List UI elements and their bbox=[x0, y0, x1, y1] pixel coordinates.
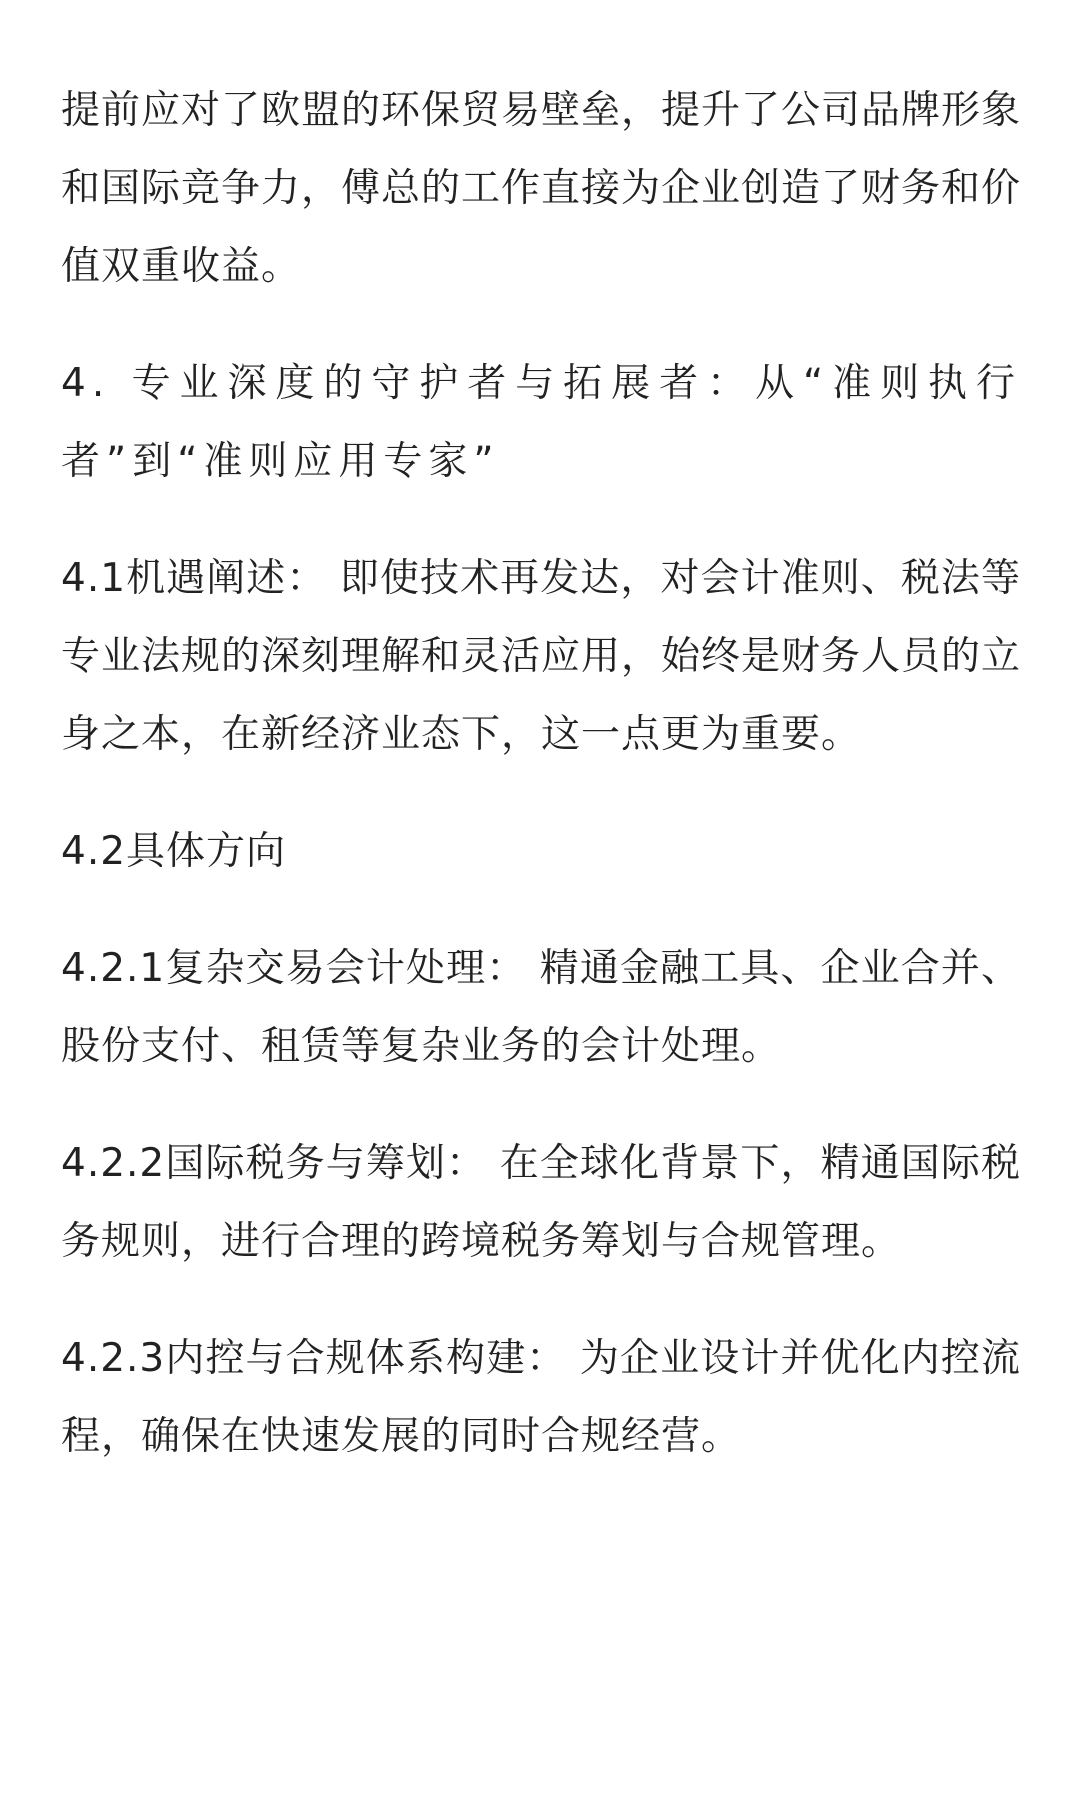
paragraph-4-2-1: 4.2.1复杂交易会计处理： 精通金融工具、企业合并、股份支付、租赁等复杂业务的会计处理。 bbox=[61, 946, 1021, 1069]
paragraph-4-2-3: 4.2.3内控与合规体系构建： 为企业设计并优化内控流程，确保在快速发展的同时合规经营。 bbox=[61, 1336, 1021, 1459]
article-body bbox=[61, 72, 1021, 1515]
paragraph-4-2-2: 4.2.2国际税务与筹划： 在全球化背景下，精通国际税务规则，进行合理的跨境税务筹划与合规管理。 bbox=[61, 1141, 1021, 1264]
paragraph-eu-barrier: 提前应对了欧盟的环保贸易壁垒，提升了公司品牌形象和国际竞争力，傅总的工作直接为企业创造了财务和价值双重收益。 bbox=[61, 88, 1022, 289]
section-heading-4: 4. 专业深度的守护者与拓展者：从“准则执行者”到“准则应用专家” bbox=[61, 361, 1021, 484]
subheading-4-2: 4.2具体方向 bbox=[61, 829, 287, 874]
paragraph-4-1-opportunity: 4.1机遇阐述： 即使技术再发达，对会计准则、税法等专业法规的深刻理解和灵活应用，始终是财务人员的立身之本，在新经济业态下，这一点更为重要。 bbox=[61, 556, 1022, 757]
